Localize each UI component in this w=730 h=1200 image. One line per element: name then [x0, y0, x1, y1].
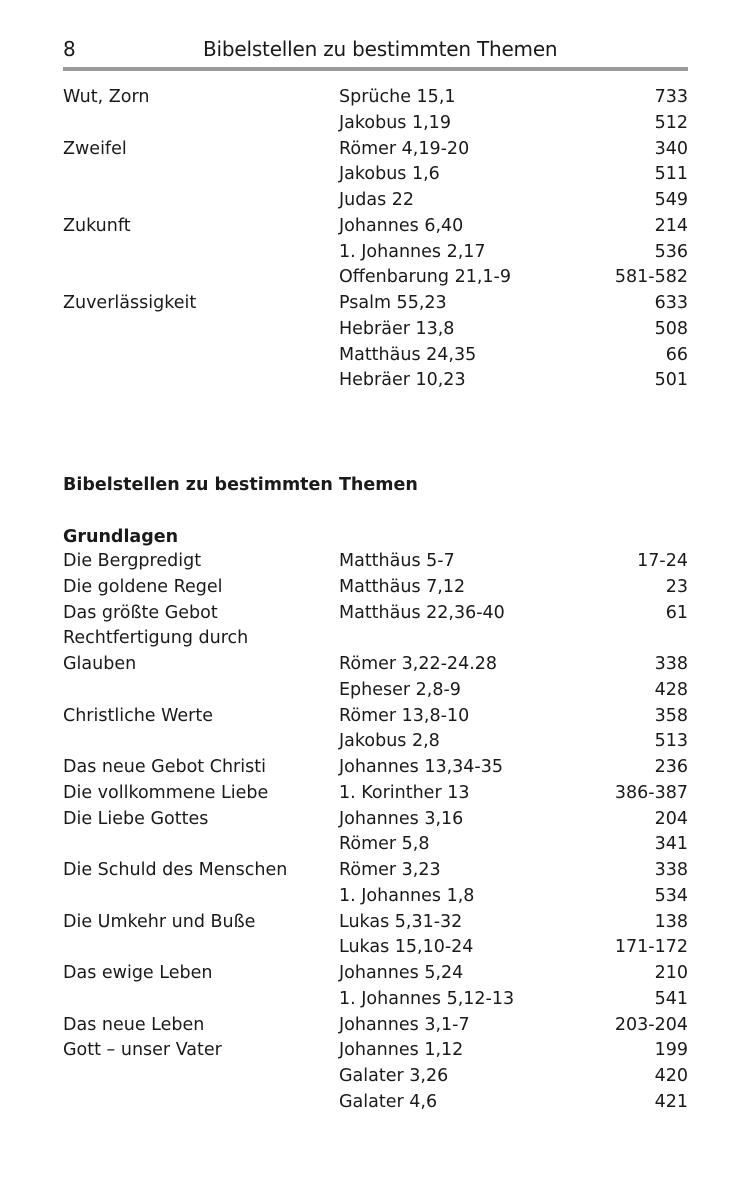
table-row — [63, 729, 688, 755]
reference-cell: Römer 4,19-20 — [339, 138, 470, 159]
reference-cell: Johannes 3,1-7 — [339, 1014, 470, 1035]
reference-cell: Judas 22 — [339, 190, 415, 210]
page-cell: 386-387 — [614, 782, 688, 803]
page-cell: 501 — [654, 370, 688, 391]
topic-cell: Zuverlässigkeit — [63, 293, 197, 313]
table-row — [63, 291, 688, 317]
table-row — [63, 162, 688, 188]
reference-cell: Epheser 2,8-9 — [339, 679, 461, 700]
table-row — [63, 807, 688, 833]
page-cell: 236 — [654, 757, 688, 777]
page-cell: 511 — [654, 164, 688, 185]
reference-cell: Römer 5,8 — [339, 834, 430, 855]
page-cell: 171-172 — [614, 937, 688, 958]
topic-table-continued — [63, 85, 688, 394]
table-row — [63, 987, 688, 1013]
reference-cell: Johannes 13,34-35 — [339, 757, 503, 777]
reference-cell: Matthäus 24,35 — [339, 344, 477, 365]
topic-cell: Rechtfertigung durch — [63, 628, 249, 649]
table-row — [63, 1013, 688, 1039]
reference-cell: Hebräer 10,23 — [339, 370, 466, 391]
reference-cell: Jakobus 1,6 — [339, 164, 440, 185]
table-row — [63, 678, 688, 704]
topic-cell: Die Umkehr und Buße — [63, 911, 256, 932]
table-row — [63, 704, 688, 730]
table-row — [63, 1064, 688, 1090]
reference-cell: Johannes 3,16 — [339, 808, 464, 829]
page-cell: 340 — [654, 138, 688, 159]
topic-cell: Das neue Leben — [63, 1014, 205, 1035]
page-cell: 428 — [654, 679, 688, 700]
page-cell: 633 — [654, 293, 688, 313]
table-row — [63, 626, 688, 652]
table-row — [63, 240, 688, 266]
table-row — [63, 858, 688, 884]
page-cell: 536 — [654, 241, 688, 262]
topic-cell: Zukunft — [63, 215, 131, 236]
page-cell: 338 — [654, 654, 688, 674]
table-row — [63, 111, 688, 137]
table-row — [63, 910, 688, 936]
reference-cell: Matthäus 22,36-40 — [339, 602, 505, 623]
topic-cell: Wut, Zorn — [63, 87, 150, 107]
topic-cell: Zweifel — [63, 138, 127, 159]
reference-cell: Römer 3,23 — [339, 860, 441, 880]
reference-cell: 1. Korinther 13 — [339, 782, 470, 803]
topic-cell: Die goldene Regel — [63, 576, 223, 597]
running-title: Bibelstellen zu bestimmten Themen — [203, 37, 558, 61]
topic-cell: Glauben — [63, 654, 137, 674]
table-row — [63, 85, 688, 111]
reference-cell: 1. Johannes 5,12-13 — [339, 988, 515, 1009]
topic-cell: Das neue Gebot Christi — [63, 757, 266, 777]
page-number: 8 — [63, 37, 76, 61]
topic-cell: Die Bergpredigt — [63, 551, 202, 571]
reference-cell: Johannes 6,40 — [339, 215, 464, 236]
table-row — [63, 1038, 688, 1064]
table-row — [63, 549, 688, 575]
table-row — [63, 575, 688, 601]
page-cell: 199 — [654, 1040, 688, 1061]
reference-cell: Johannes 5,24 — [339, 963, 464, 983]
page-cell: 513 — [654, 731, 688, 752]
reference-cell: 1. Johannes 2,17 — [339, 241, 486, 262]
page-cell: 581-582 — [614, 267, 688, 288]
reference-cell: Johannes 1,12 — [339, 1040, 464, 1061]
page-cell: 420 — [654, 1066, 688, 1086]
page-cell: 23 — [665, 576, 688, 597]
topic-cell: Christliche Werte — [63, 705, 213, 726]
table-row — [63, 214, 688, 240]
page-cell: 17-24 — [637, 551, 688, 571]
page-cell: 338 — [654, 860, 688, 880]
table-row — [63, 601, 688, 627]
table-row — [63, 317, 688, 343]
reference-cell: Sprüche 15,1 — [339, 87, 456, 107]
table-row — [63, 1090, 688, 1116]
page-cell: 733 — [654, 87, 688, 107]
page-cell: 203-204 — [614, 1014, 688, 1035]
table-row — [63, 961, 688, 987]
reference-cell: Galater 3,26 — [339, 1066, 449, 1086]
page-cell: 512 — [654, 112, 688, 133]
reference-cell: Lukas 5,31-32 — [339, 911, 463, 932]
table-row — [63, 368, 688, 394]
topic-cell: Das größte Gebot — [63, 602, 218, 623]
page-cell: 421 — [654, 1091, 688, 1112]
page-cell: 138 — [654, 911, 688, 932]
topic-table-grundlagen — [63, 549, 688, 1116]
page-cell: 204 — [654, 808, 688, 829]
reference-cell: Galater 4,6 — [339, 1091, 438, 1112]
page-header — [63, 34, 688, 64]
table-row — [63, 343, 688, 369]
table-row — [63, 188, 688, 214]
page-cell: 549 — [654, 190, 688, 210]
page-cell: 508 — [654, 318, 688, 339]
page-cell: 210 — [654, 963, 688, 983]
reference-cell: Matthäus 5-7 — [339, 551, 455, 571]
header-rule — [63, 67, 688, 71]
reference-cell: Römer 13,8-10 — [339, 705, 470, 726]
section-title: Bibelstellen zu bestimmten Themen — [63, 475, 418, 495]
page-cell: 341 — [654, 834, 688, 855]
topic-cell: Das ewige Leben — [63, 963, 213, 983]
table-row — [63, 935, 688, 961]
reference-cell: Matthäus 7,12 — [339, 576, 466, 597]
table-row — [63, 755, 688, 781]
table-row — [63, 781, 688, 807]
reference-cell: Jakobus 2,8 — [339, 731, 440, 752]
page-cell: 358 — [654, 705, 688, 726]
reference-cell: Psalm 55,23 — [339, 293, 447, 313]
page-cell: 541 — [654, 988, 688, 1009]
table-row — [63, 832, 688, 858]
reference-cell: Lukas 15,10-24 — [339, 937, 474, 958]
topic-cell: Die vollkommene Liebe — [63, 782, 269, 803]
page-cell: 61 — [665, 602, 688, 623]
table-row — [63, 884, 688, 910]
reference-cell: Offenbarung 21,1-9 — [339, 267, 511, 288]
table-row — [63, 652, 688, 678]
page-cell: 534 — [654, 885, 688, 906]
page-cell: 214 — [654, 215, 688, 236]
subsection-title: Grundlagen — [63, 527, 179, 547]
table-row — [63, 265, 688, 291]
topic-cell: Gott – unser Vater — [63, 1040, 222, 1061]
page-cell: 66 — [665, 344, 688, 365]
reference-cell: Hebräer 13,8 — [339, 318, 455, 339]
topic-cell: Die Liebe Gottes — [63, 808, 209, 829]
table-row — [63, 137, 688, 163]
reference-cell: Jakobus 1,19 — [339, 112, 451, 133]
reference-cell: Römer 3,22-24.28 — [339, 654, 498, 674]
reference-cell: 1. Johannes 1,8 — [339, 885, 475, 906]
topic-cell: Die Schuld des Menschen — [63, 860, 288, 880]
